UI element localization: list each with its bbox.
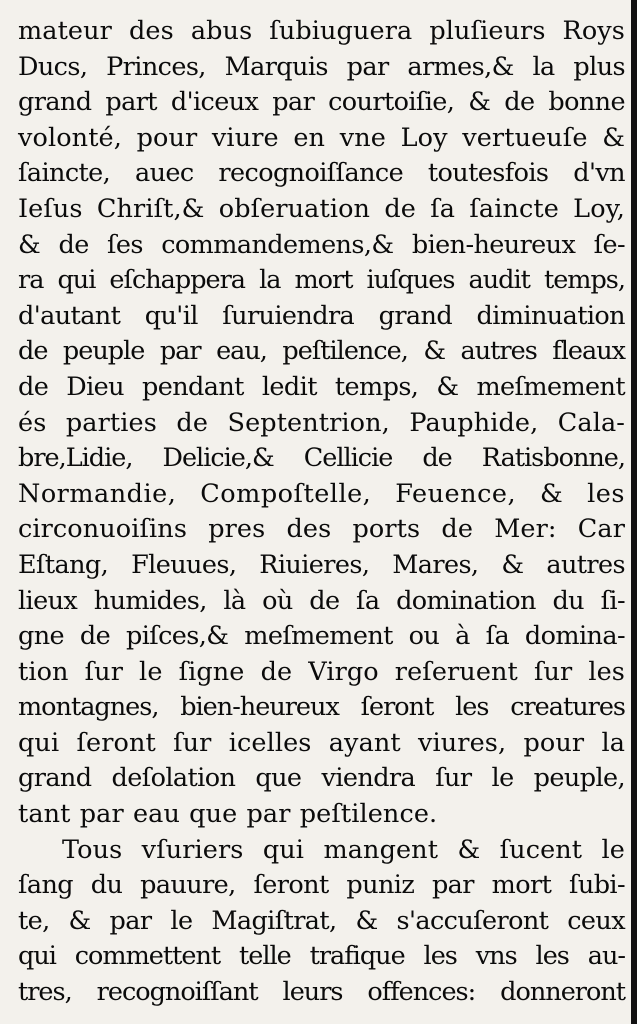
- text-line-11: de Dieu pendant ledit temps, & meſmement: [18, 371, 625, 402]
- text-line-26: te, & par le Magiſtrat, & s'accuſeront ceux: [18, 905, 625, 936]
- text-line-16: Eſtang, Fleuues, Riuieres, Mares, & autres: [18, 549, 625, 580]
- text-line-23: tant par eau que par peſtilence.: [18, 799, 438, 830]
- text-line-24: Tous vſuriers qui mangent & ſucent le: [62, 834, 625, 865]
- text-line-14: Normandie, Compoſtelle, Feuence, & les: [18, 478, 625, 509]
- text-line-19: tion ſur le ſigne de Virgo reſeruent ſur les: [18, 656, 625, 687]
- text-line-6: Ieſus Chriſt,& obſeruation de ſa ſaincte Loy,: [18, 193, 625, 224]
- text-line-18: gne de piſces,& meſmement ou à ſa domina-: [18, 621, 625, 652]
- text-line-25: ſang du pauure, ſeront puniz par mort ſubi-: [18, 870, 625, 901]
- text-line-7: & de ſes commandemens,& bien-heureux ſe-: [18, 229, 625, 260]
- text-block: [18, 14, 625, 1011]
- text-line-15: circonuoiſins pres des ports de Mer: Car: [18, 514, 625, 545]
- text-line-9: d'autant qu'il ſuruiendra grand diminuation: [18, 300, 625, 331]
- text-line-10: de peuple par eau, peſtilence, & autres fleaux: [18, 336, 625, 367]
- text-line-4: volonté, pour viure en vne Loy vertueuſe &: [18, 122, 625, 153]
- text-line-1: mateur des abus ſubiuguera pluſieurs Roys: [18, 16, 625, 46]
- text-line-8: ra qui eſchappera la mort iuſques audit temps,: [18, 265, 625, 296]
- text-line-3: grand part d'iceux par courtoiſie, & de bonne: [18, 87, 625, 118]
- text-line-5: ſaincte, auec recognoiſſance toutesfois d'vn: [18, 158, 625, 189]
- text-line-27: qui commettent telle trafique les vns les au-: [18, 941, 625, 972]
- text-line-2: Ducs, Princes, Marquis par armes,& la plus: [18, 51, 625, 82]
- text-line-12: és parties de Septentrion, Pauphide, Cala-: [18, 407, 625, 438]
- text-line-13: bre,Lidie, Delicie,& Cellicie de Ratisbonne,: [18, 443, 625, 474]
- text-line-17: lieux humides, là où de ſa domination du ſi-: [18, 585, 625, 616]
- text-line-21: qui ſeront ſur icelles ayant viures, pour la: [18, 727, 625, 758]
- text-line-20: montagnes, bien-heureux ſeront les creatures: [18, 692, 625, 723]
- text-line-22: grand deſolation que viendra ſur le peuple,: [18, 763, 625, 794]
- text-line-28: tres, recognoiſſant leurs offences: donneront: [18, 977, 625, 1008]
